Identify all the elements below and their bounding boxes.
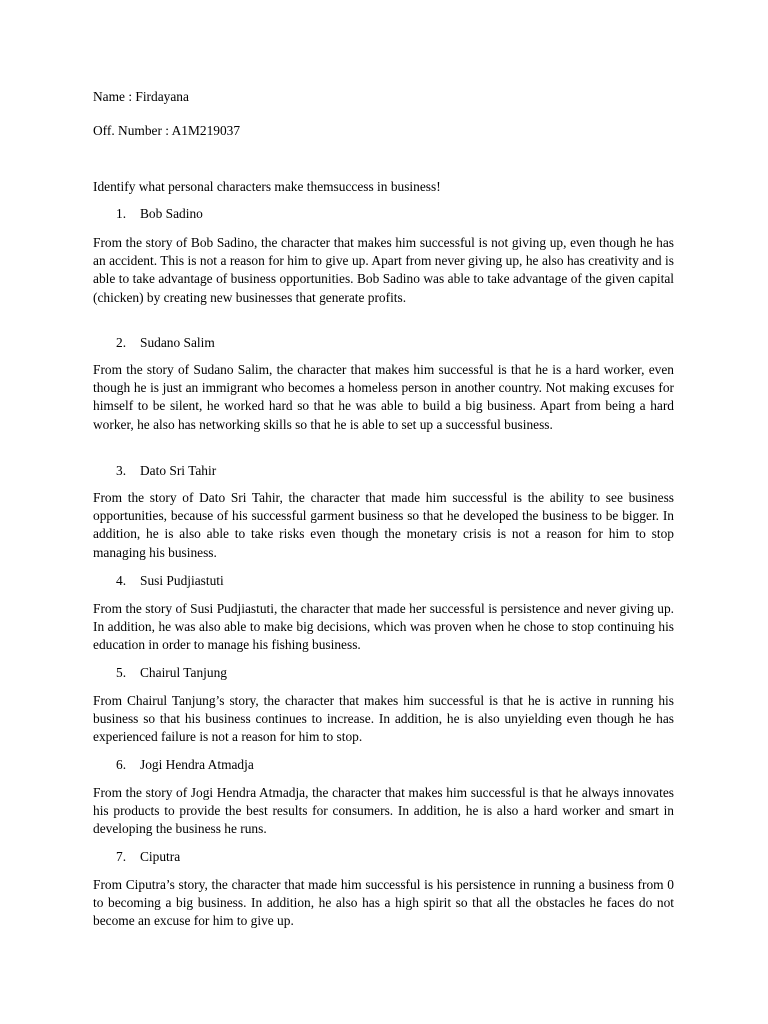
list-item-number: 1. [116, 206, 127, 221]
list-item-title: Susi Pudjiastuti [140, 573, 224, 588]
list-item-heading [116, 756, 254, 774]
list-item-heading [116, 334, 215, 352]
question-line: Identify what personal characters make themsuccess in business! [93, 179, 441, 194]
section-paragraph: From Ciputra’s story, the character that made him successful is his persistence in running a business from 0 to becoming a big business. In addition, he also has a high spirit so that all the obstacles he faces do not become an excuse for him to give up. [93, 877, 674, 929]
list-item-title: Chairul Tanjung [140, 665, 227, 680]
section-paragraph: From the story of Bob Sadino, the character that makes him successful is not giving up, even though he has an accident. This is not a reason for him to give up. Apart from never giving up, he also has creativity and is able to take advantage of business opportunities. Bob Sadino was able to take advantage of the given capital (chicken) by creating new businesses that generate profits. [93, 235, 674, 305]
list-item-heading [116, 462, 216, 480]
section-paragraph: From Chairul Tanjung’s story, the character that makes him successful is that he is active in running his business so that his business continues to increase. In addition, he is also unyielding even though he has experienced failure is not a reason for him to stop. [93, 693, 674, 745]
list-item-number: 5. [116, 665, 127, 680]
list-item-number: 3. [116, 463, 127, 478]
list-item-title: Dato Sri Tahir [140, 463, 217, 478]
section-paragraph: From the story of Susi Pudjiastuti, the character that made her successful is persistence and never giving up. In addition, he was also able to make big decisions, which was proven when he chose to stop continuing his education in order to manage his fishing business. [93, 601, 674, 653]
list-item-number: 6. [116, 757, 127, 772]
list-item-heading [116, 848, 180, 866]
list-item-number: 2. [116, 335, 127, 350]
section-paragraph: From the story of Jogi Hendra Atmadja, the character that makes him successful is that he always innovates his products to provide the best results for consumers. In addition, he is also a hard worker and smart in developing the business he runs. [93, 785, 674, 837]
list-item-title: Jogi Hendra Atmadja [140, 757, 254, 772]
list-item-title: Ciputra [140, 849, 181, 864]
list-item-heading [116, 205, 203, 223]
number-line: Off. Number : A1M219037 [93, 123, 241, 138]
name-line: Name : Firdayana [93, 89, 189, 104]
list-item-number: 4. [116, 573, 127, 588]
list-item-number: 7. [116, 849, 127, 864]
list-item-title: Bob Sadino [140, 206, 203, 221]
section-paragraph: From the story of Dato Sri Tahir, the character that made him successful is the ability to see business opportunities, because of his successful garment business so that he developed the business to be bigger. In addition, he is also able to take risks even though the monetary crisis is not a reason for him to stop managing his business. [93, 490, 674, 560]
list-item-title: Sudano Salim [140, 335, 215, 350]
list-item-heading [116, 572, 224, 590]
section-paragraph: From the story of Sudano Salim, the character that makes him successful is that he is a hard worker, even though he is just an immigrant who becomes a homeless person in another country. Not making excuses for himself to be silent, he worked hard so that he was able to build a big business. Apart from being a hard worker, he also has networking skills so that he is able to set up a successful business. [93, 362, 674, 432]
list-item-heading [116, 664, 227, 682]
